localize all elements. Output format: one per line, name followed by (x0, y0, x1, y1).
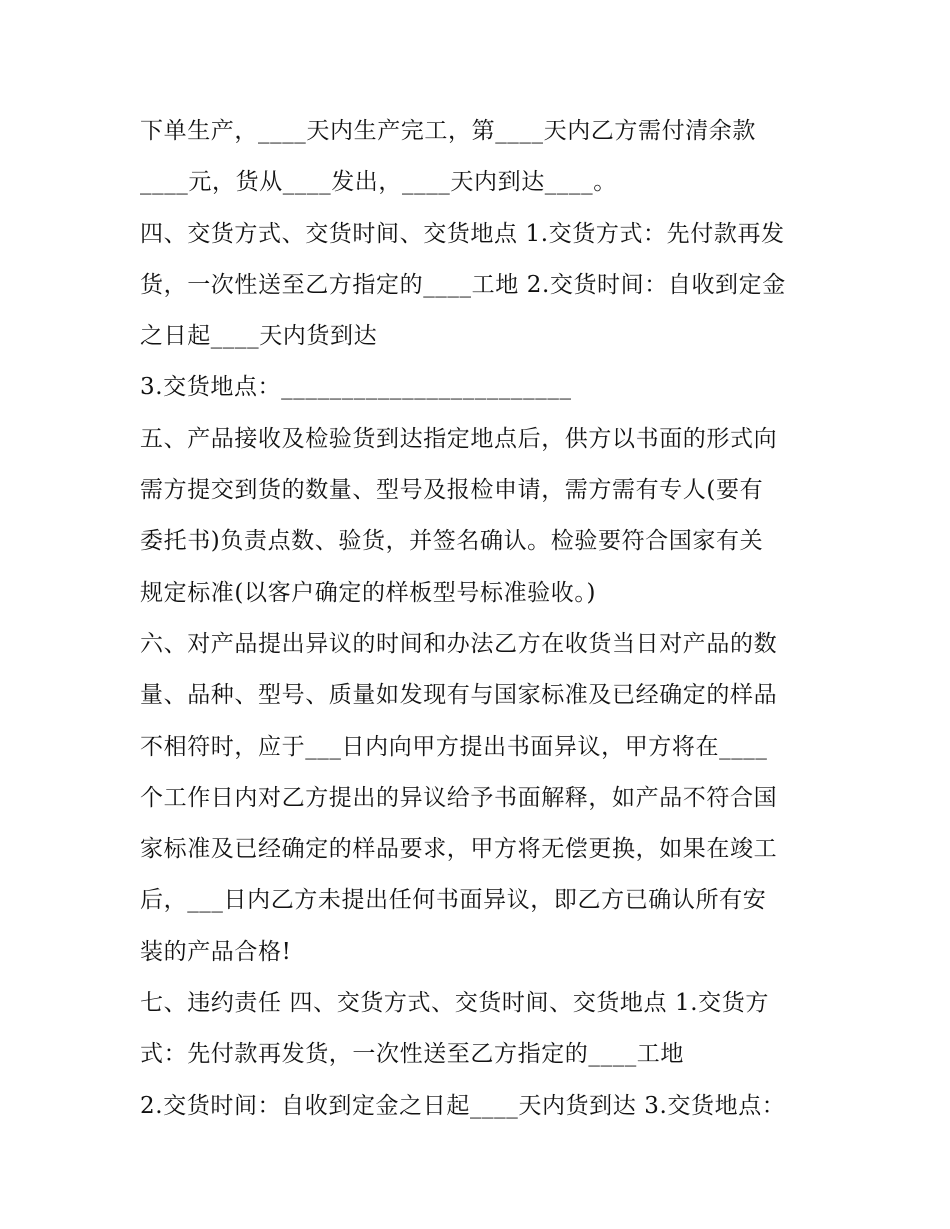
section-six-heading: 六、对产品提出异议的时间和办法乙方在收货当日对产品的数 (140, 630, 778, 657)
text-line: 装的产品合格! (140, 938, 292, 965)
section-seven-heading: 七、违约责任 四、交货方式、交货时间、交货地点 1.交货方 (140, 990, 769, 1017)
text-line: 2.交货时间：自收到定金之日起____天内货到达 3.交货地点： (140, 1092, 786, 1119)
text-line: 规定标准(以客户确定的样板型号标准验收。) (140, 579, 597, 606)
contract-body (140, 106, 820, 1132)
text-line: 家标准及已经确定的样品要求，甲方将无偿更换，如果在竣工 (140, 836, 778, 863)
text-line: 之日起____天内货到达 (140, 323, 378, 350)
section-four-heading: 四、交货方式、交货时间、交货地点 1.交货方式：先付款再发 (140, 220, 785, 247)
text-line: 需方提交到货的数量、型号及报检申请，需方需有专人(要有 (140, 477, 764, 504)
text-line: 委托书)负责点数、验货，并签名确认。检验要符合国家有关 (140, 528, 764, 555)
text-line: 后，___日内乙方未提出任何书面异议，即乙方已确认所有安 (140, 887, 767, 914)
text-line: ____元，货从____发出，____天内到达____。 (140, 169, 617, 196)
text-line: 货，一次性送至乙方指定的____工地 2.交货时间：自收到定金 (140, 271, 786, 298)
delivery-location-line: 3.交货地点：________________________ (140, 374, 572, 401)
text-line: 下单生产，____天内生产完工，第____天内乙方需付清余款 (140, 118, 756, 144)
text-line: 不相符时，应于___日内向甲方提出书面异议，甲方将在____ (140, 733, 768, 760)
text-line: 个工作日内对乙方提出的异议给予书面解释，如产品不符合国 (140, 784, 778, 811)
text-line: 量、品种、型号、质量如发现有与国家标准及已经确定的样品 (140, 682, 778, 709)
text-line: 式：先付款再发货，一次性送至乙方指定的____工地 (140, 1041, 684, 1068)
section-five-heading: 五、产品接收及检验货到达指定地点后，供方以书面的形式向 (140, 425, 778, 452)
